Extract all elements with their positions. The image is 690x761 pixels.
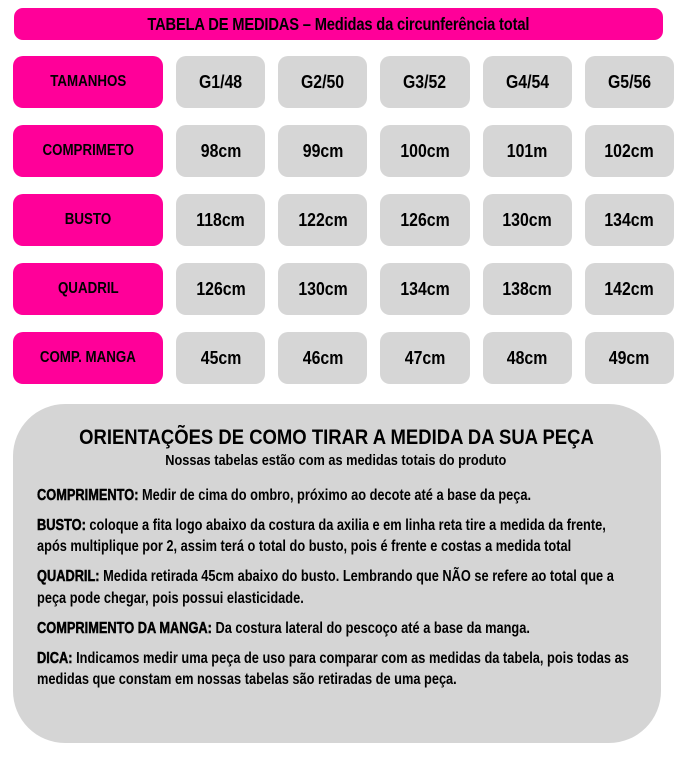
measure-value-cell bbox=[585, 194, 674, 246]
size-value: G1/48 bbox=[199, 71, 243, 92]
row-label-text: QUADRIL bbox=[57, 280, 119, 297]
measure-value-cell bbox=[278, 125, 367, 177]
measurements-table bbox=[13, 56, 674, 384]
measure-value: 142cm bbox=[604, 278, 655, 299]
instruction-text: Da costura lateral do pescoço até a base da manga. bbox=[211, 619, 530, 637]
size-value-cell bbox=[380, 56, 469, 108]
instructions-box bbox=[13, 404, 661, 743]
measure-value: 122cm bbox=[298, 209, 348, 230]
instruction-term: COMPRIMENTO DA MANGA: bbox=[37, 619, 212, 637]
measure-value: 45cm bbox=[200, 347, 241, 368]
measure-value: 99cm bbox=[302, 140, 344, 161]
instruction-comprimento-manga bbox=[37, 618, 635, 639]
instruction-text: Medida retirada 45cm abaixo do busto. Lembrando que NÃO se refere ao total que a peça pode chegar, pois possui elasticidade. bbox=[37, 568, 614, 607]
size-value: G4/54 bbox=[505, 71, 549, 92]
table-title-banner bbox=[14, 8, 663, 40]
measure-value: 101m bbox=[506, 140, 548, 161]
measure-value: 118cm bbox=[196, 209, 245, 230]
size-value: G2/50 bbox=[301, 71, 345, 92]
measure-value: 47cm bbox=[404, 347, 446, 368]
instructions-title-text: ORIENTAÇÕES DE COMO TIRAR A MEDIDA DA SUA PEÇA bbox=[78, 426, 594, 449]
instruction-busto bbox=[37, 515, 635, 557]
measure-value-cell bbox=[483, 194, 572, 246]
measure-value-cell bbox=[278, 194, 367, 246]
row-label-comprimento bbox=[13, 125, 163, 177]
row-label-text: TAMANHOS bbox=[49, 73, 127, 90]
size-value-cell bbox=[278, 56, 367, 108]
size-value-cell bbox=[483, 56, 572, 108]
measure-value: 126cm bbox=[400, 209, 450, 230]
size-value: G5/56 bbox=[607, 71, 651, 92]
instruction-text: coloque a fita logo abaixo da costura da axilia e em linha reta tire a medida da frente, após multiplique por 2, assim terá o total do busto, pois é frente e costas a medida total bbox=[37, 517, 606, 556]
measure-value-cell bbox=[176, 263, 265, 315]
measure-value-cell bbox=[176, 125, 265, 177]
measure-value-cell bbox=[380, 125, 469, 177]
measure-value: 130cm bbox=[298, 278, 348, 299]
measure-value-cell bbox=[380, 332, 469, 384]
measure-value: 48cm bbox=[506, 347, 548, 368]
measure-value: 138cm bbox=[502, 278, 552, 299]
row-label-tamanhos bbox=[13, 56, 163, 108]
measure-value-cell bbox=[278, 263, 367, 315]
instructions-list bbox=[37, 485, 635, 690]
measure-value: 102cm bbox=[604, 140, 655, 161]
instruction-dica bbox=[37, 648, 635, 690]
instruction-term: QUADRIL: bbox=[37, 568, 100, 586]
table-title: TABELA DE MEDIDAS – Medidas da circunferência total bbox=[147, 13, 530, 34]
measure-value: 98cm bbox=[200, 140, 241, 161]
row-label-text: BUSTO bbox=[64, 211, 112, 228]
size-value-cell bbox=[585, 56, 674, 108]
instruction-text: Indicamos medir uma peça de uso para comparar com as medidas da tabela, pois todas as medidas que constam em nossas tabelas são retiradas de uma peça. bbox=[37, 649, 629, 688]
measure-value-cell bbox=[585, 332, 674, 384]
row-label-text: COMPRIMETO bbox=[42, 142, 134, 159]
instructions-title bbox=[37, 426, 635, 449]
instructions-subtitle bbox=[37, 453, 635, 469]
measure-value: 100cm bbox=[400, 140, 450, 161]
instruction-term: DICA: bbox=[37, 649, 73, 667]
measure-value: 134cm bbox=[400, 278, 450, 299]
measure-value-cell bbox=[380, 194, 469, 246]
measure-value-cell bbox=[278, 332, 367, 384]
instruction-quadril bbox=[37, 566, 635, 608]
size-value-cell bbox=[176, 56, 265, 108]
instruction-comprimento bbox=[37, 485, 635, 506]
instruction-term: COMPRIMENTO: bbox=[37, 487, 139, 505]
measure-value: 126cm bbox=[195, 278, 246, 299]
row-label-comp-manga bbox=[13, 332, 163, 384]
row-label-busto bbox=[13, 194, 163, 246]
measure-value: 46cm bbox=[302, 347, 344, 368]
measure-value: 49cm bbox=[609, 347, 650, 368]
measure-value-cell bbox=[585, 125, 674, 177]
size-value: G3/52 bbox=[403, 71, 447, 92]
measure-value-cell bbox=[176, 194, 265, 246]
measure-value-cell bbox=[176, 332, 265, 384]
measure-value-cell bbox=[483, 125, 572, 177]
instructions-subtitle-text: Nossas tabelas estão com as medidas totais do produto bbox=[165, 453, 507, 470]
measure-value-cell bbox=[380, 263, 469, 315]
measure-value-cell bbox=[483, 263, 572, 315]
instruction-term: BUSTO: bbox=[37, 517, 86, 535]
row-label-quadril bbox=[13, 263, 163, 315]
row-label-text: COMP. MANGA bbox=[39, 349, 137, 366]
measure-value-cell bbox=[483, 332, 572, 384]
measure-value: 134cm bbox=[604, 209, 655, 230]
measure-value-cell bbox=[585, 263, 674, 315]
instruction-text: Medir de cima do ombro, próximo ao decote até a base da peça. bbox=[138, 487, 532, 505]
measure-value: 130cm bbox=[502, 209, 552, 230]
